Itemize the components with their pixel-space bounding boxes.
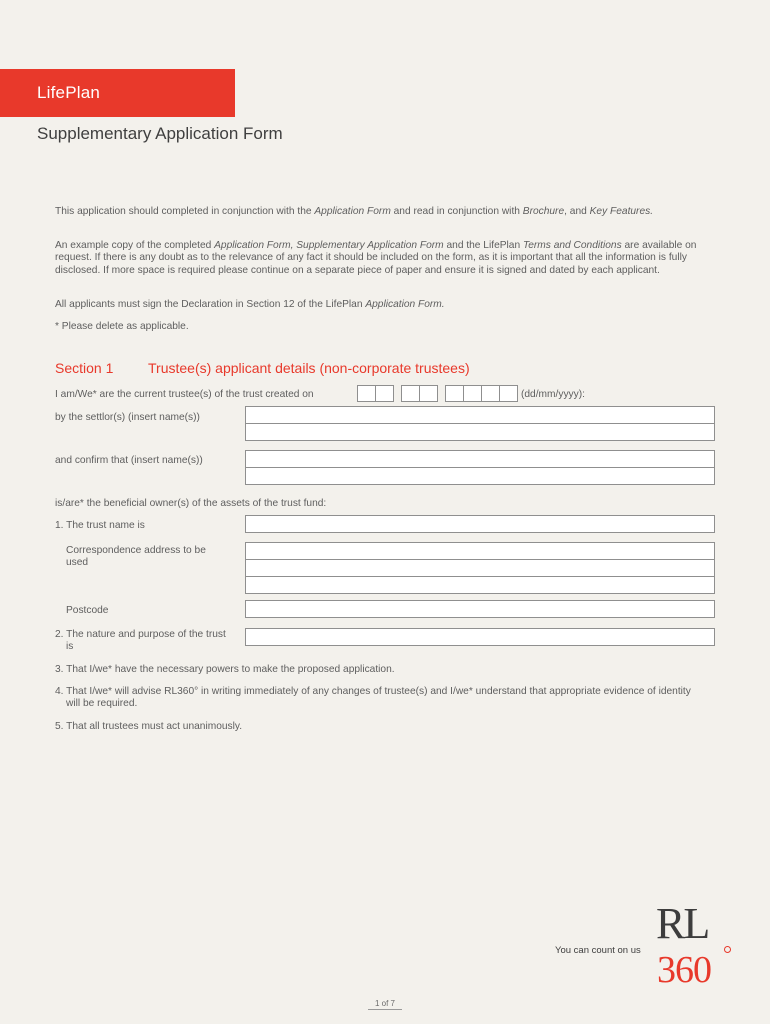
intro-text: This application should completed in conjunction with the	[55, 206, 315, 217]
trust-created-label: I am/We* are the current trustee(s) of the trust created on	[55, 389, 314, 400]
logo-degree-icon	[724, 946, 731, 953]
owner-name-field-2[interactable]	[245, 468, 715, 485]
date-year-digit-2[interactable]	[463, 385, 482, 402]
intro-text: , and	[564, 206, 590, 217]
address-line-2[interactable]	[245, 560, 715, 577]
logo-rl: RL	[656, 899, 709, 948]
delete-note: * Please delete as applicable.	[55, 321, 189, 332]
trust-purpose-label-text: 2. The nature and purpose of the trust is	[55, 629, 226, 653]
date-month-digit-1[interactable]	[401, 385, 420, 402]
intro-italic: Application Form.	[365, 299, 445, 310]
item-3-text: 3. That I/we* have the necessary powers to make the proposed application.	[55, 664, 395, 675]
postcode-label: Postcode	[66, 605, 109, 616]
trust-name-label: 1. The trust name is	[55, 520, 145, 531]
trust-name-field[interactable]	[245, 515, 715, 533]
section-title: Trustee(s) applicant details (non-corporate trustees)	[148, 360, 470, 376]
intro-paragraph-1	[55, 206, 715, 218]
intro-italic: Key Features.	[589, 206, 654, 217]
date-day-digit-1[interactable]	[357, 385, 376, 402]
beneficial-owner-label: is/are* the beneficial owner(s) of the assets of the trust fund:	[55, 498, 327, 509]
date-day-digit-2[interactable]	[375, 385, 394, 402]
settlor-name-field-1[interactable]	[245, 406, 715, 424]
tagline: You can count on us	[555, 945, 641, 956]
date-month-digit-2[interactable]	[419, 385, 438, 402]
intro-text: and read in conjunction with	[390, 206, 523, 217]
intro-text: An example copy of the completed	[55, 240, 215, 251]
intro-italic: Brochure	[522, 206, 565, 217]
confirm-label: and confirm that (insert name(s))	[55, 455, 203, 466]
intro-italic: Application Form, Supplementary Application Form	[214, 240, 444, 251]
settlor-name-field-2[interactable]	[245, 424, 715, 441]
intro-paragraph-2	[55, 240, 715, 277]
date-year-digit-3[interactable]	[481, 385, 500, 402]
logo-360: 360	[657, 949, 711, 991]
correspondence-address-label: Correspondence address to be used	[66, 545, 206, 569]
page-number: 1 of 7	[368, 999, 402, 1010]
intro-paragraph-3	[55, 299, 715, 311]
settlor-label: by the settlor(s) (insert name(s))	[55, 412, 200, 423]
owner-name-field-1[interactable]	[245, 450, 715, 468]
intro-italic: Terms and Conditions	[522, 240, 622, 251]
date-year-digit-1[interactable]	[445, 385, 464, 402]
brand-banner	[0, 69, 235, 117]
section-number: Section 1	[55, 360, 114, 376]
intro-text: All applicants must sign the Declaration in Section 12 of the LifePlan	[55, 299, 366, 310]
address-line-1[interactable]	[245, 542, 715, 560]
intro-text: are available on request. If there is any doubt as to the relevance of any fact it should be included on the form, as it is important that all the information is fully disclosed. If more space is required please continue on a separate piece of paper and ensure it is signed and dated by each applicant.	[55, 240, 697, 276]
trust-purpose-field[interactable]	[245, 628, 715, 646]
date-year-digit-4[interactable]	[499, 385, 518, 402]
trust-purpose-label	[55, 629, 235, 654]
brand-name: LifePlan	[37, 83, 101, 102]
intro-italic: Application Form	[314, 206, 391, 217]
page-title: Supplementary Application Form	[37, 124, 283, 143]
date-format-hint: (dd/mm/yyyy):	[521, 389, 585, 400]
intro-text: and the LifePlan	[443, 240, 523, 251]
postcode-field[interactable]	[245, 600, 715, 618]
section-heading	[55, 360, 470, 376]
item-5-text: 5. That all trustees must act unanimously.	[55, 721, 243, 732]
item-4-text: 4. That I/we* will advise RL360° in writing immediately of any changes of trustee(s) and I/we* understand that appropriate evidence of identity will be required.	[55, 686, 691, 710]
address-line-3[interactable]	[245, 577, 715, 594]
